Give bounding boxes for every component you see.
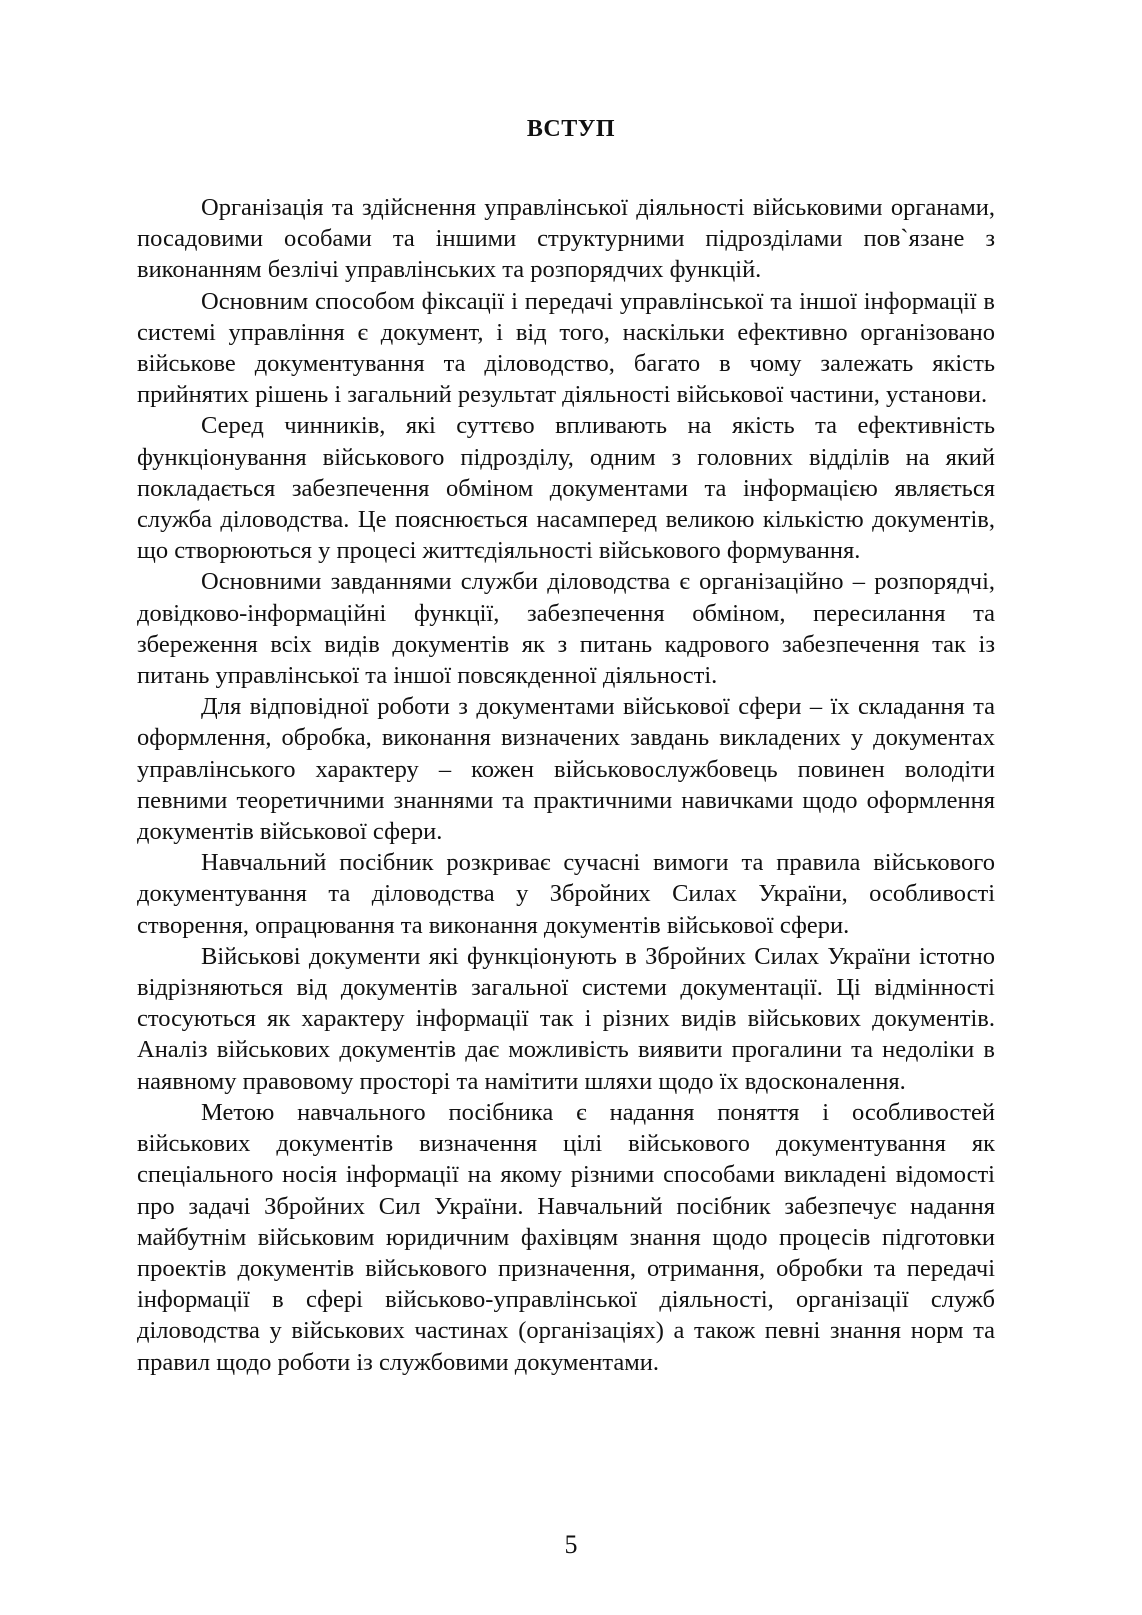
paragraph: Військові документи які функціонують в Збройних Силах України істотно відрізняються від документів загальної системи документації. Ці відмінності стосуються як характеру інформації так і різних видів військових документів. Аналіз військових документів дає можливість виявити прогалини та недоліки в наявному правовому просторі та намітити шляхи щодо їх вдосконалення. (137, 942, 995, 1095)
paragraph: Метою навчального посібника є надання поняття і особливостей військових документів визначення цілі військового документування як спеціального носія інформації на якому різними способами викладені відомості про задачі Збройних Сил України. Навчальний посібник забезпечує надання майбутнім військовим юридичним фахівцям знання щодо процесів підготовки проектів документів військового призначення, отримання, обробки та передачі інформації в сфері військово-управлінської діяльності, організації служб діловодства у військових частинах (організаціях) а також певні знання норм та правил щодо роботи із службовими документами. (137, 1098, 995, 1376)
paragraph: Основним способом фіксації і передачі управлінської та іншої інформації в системі управління є документ, і від того, наскільки ефективно організовано військове документування та діловодство, багато в чому залежать якість прийнятих рішень і загальний результат діяльності військової частини, установи. (137, 287, 995, 409)
paragraph: Організація та здійснення управлінської діяльності військовими органами, посадовими особами та іншими структурними підрозділами пов`язане з виконанням безлічі управлінських та розпорядчих функцій. (137, 194, 995, 284)
page-title: ВСТУП (526, 116, 616, 142)
text-body (137, 192, 995, 1378)
paragraph: Серед чинників, які суттєво впливають на якість та ефективність функціонування військового підрозділу, одним з головних відділів на який покладається забезпечення обміном документами та інформацією являється служба діловодства. Це пояснюється насамперед великою кількістю документів, що створюються у процесі життєдіяльності військового формування. (137, 412, 995, 565)
paragraph: Для відповідної роботи з документами військової сфери – їх складання та оформлення, обробка, виконання визначених завдань викладених у документах управлінського характеру – кожен військовослужбовець повинен володіти певними теоретичними знаннями та практичними навичками щодо оформлення документів військової сфери. (137, 693, 995, 846)
page-number: 5 (564, 1530, 578, 1559)
paragraph: Основними завданнями служби діловодства є організаційно – розпорядчі, довідково-інформаційні функції, забезпечення обміном, пересилання та збереження всіх видів документів як з питань кадрового забезпечення так із питань управлінської та іншої повсякденної діяльності. (137, 568, 995, 690)
paragraph: Навчальний посібник розкриває сучасні вимоги та правила військового документування та діловодства у Збройних Силах України, особливості створення, опрацювання та виконання документів військової сфери. (137, 849, 995, 939)
